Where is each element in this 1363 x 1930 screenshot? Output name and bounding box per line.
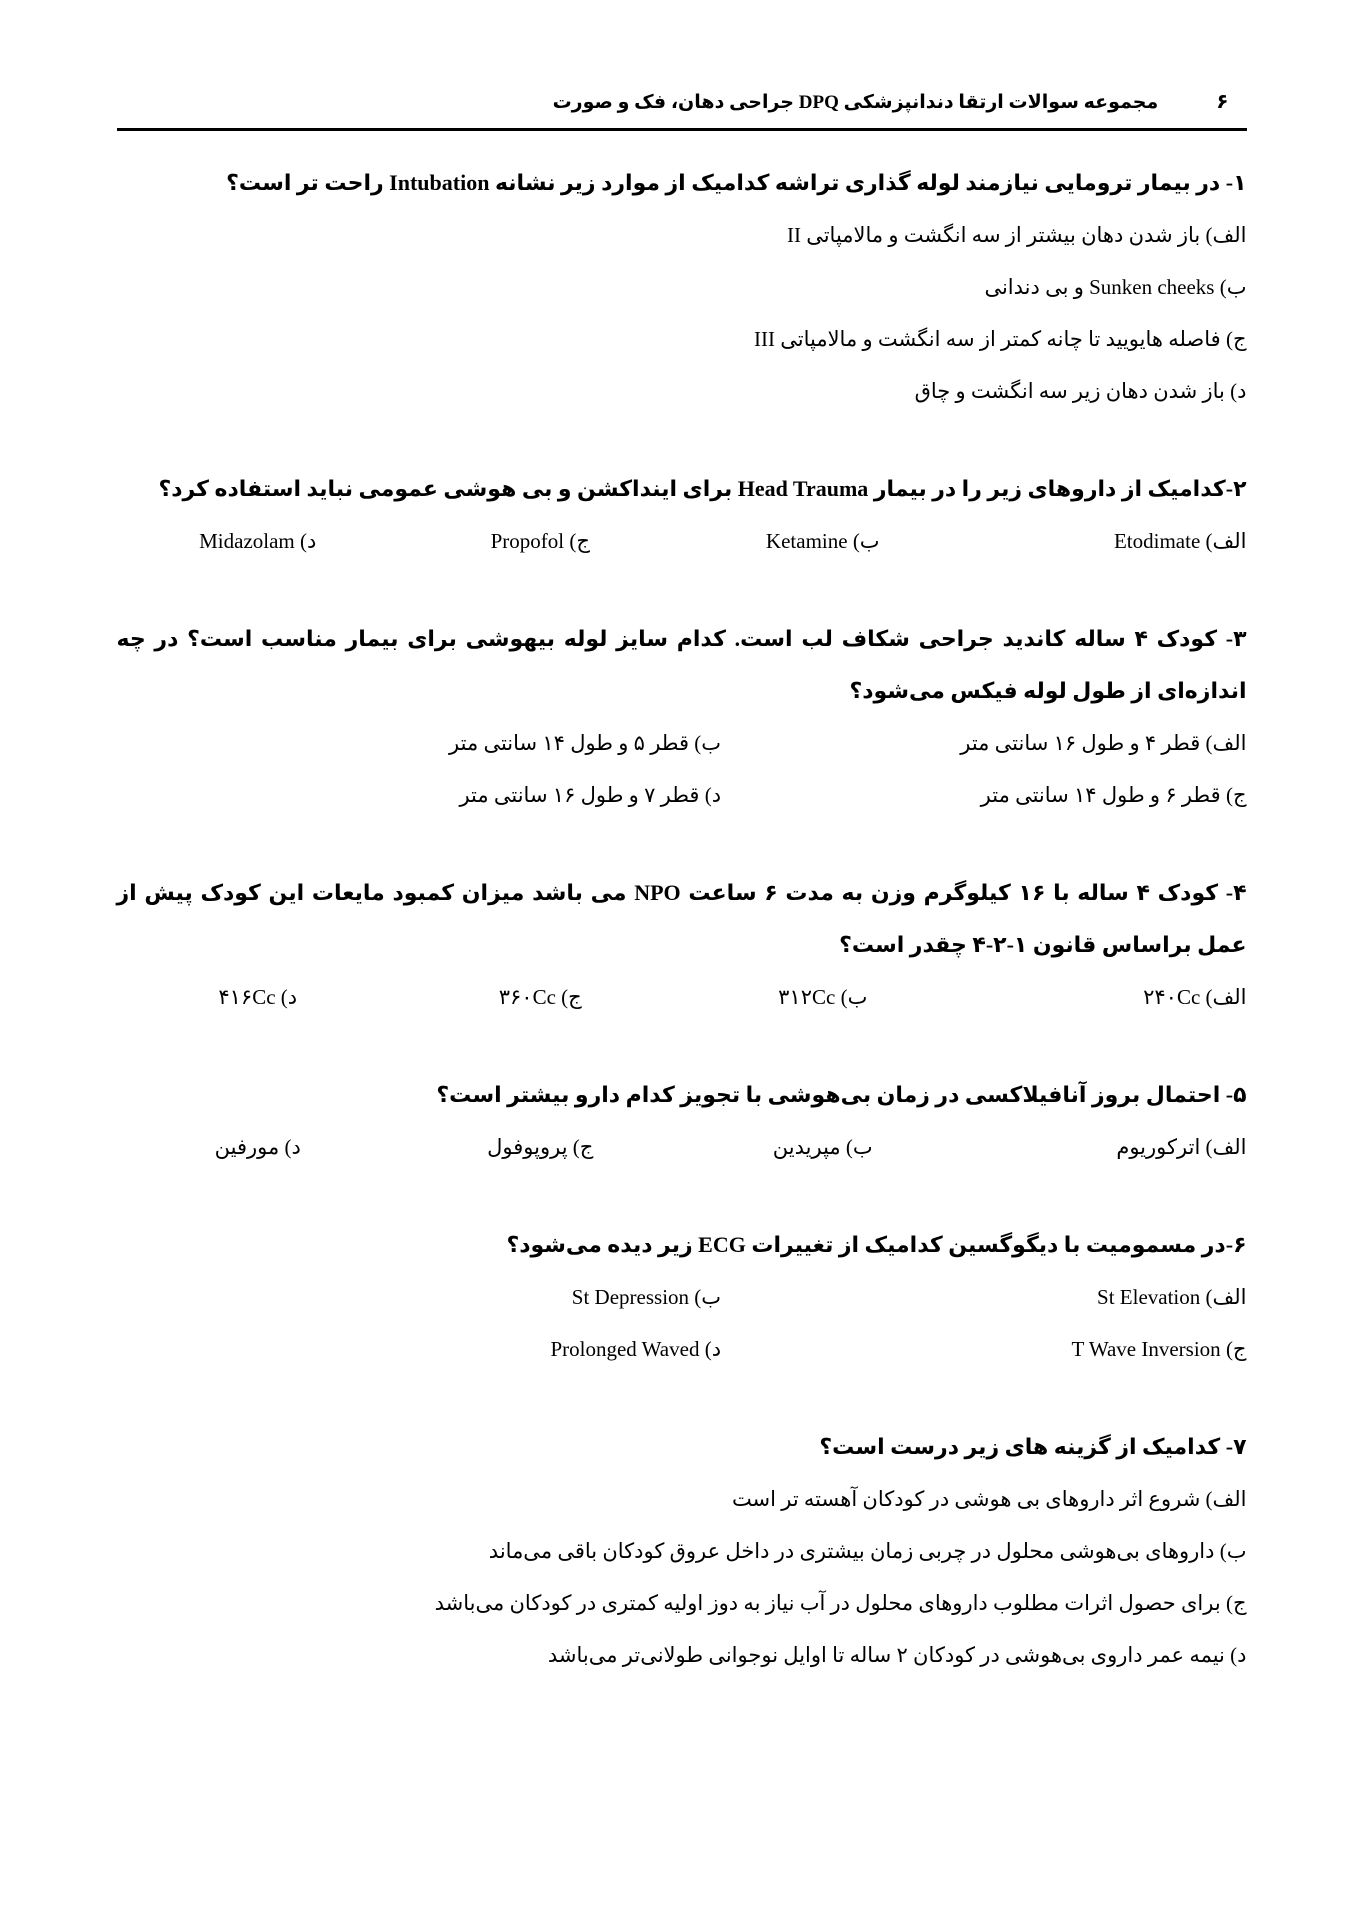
option-a: الف) ۲۴۰Cc — [1143, 985, 1247, 1009]
question-2 — [117, 463, 1247, 567]
question-stem: ۷- کدامیک از گزینه های زیر درست است؟ — [819, 1434, 1247, 1459]
option-b: ب) St Depression — [571, 1285, 722, 1309]
page-content — [117, 0, 1247, 1681]
option-b: ب) Sunken cheeks و بی دندانی — [984, 275, 1247, 299]
options-group — [117, 971, 1247, 1023]
page-number: ۶ — [1216, 91, 1229, 113]
option-d: د) ۴۱۶Cc — [218, 985, 298, 1009]
option-a: الف) قطر ۴ و طول ۱۶ سانتی متر — [960, 731, 1247, 755]
question-7 — [117, 1421, 1247, 1681]
questions-list — [117, 131, 1247, 1681]
option-b: ب) مپریدین — [772, 1135, 873, 1159]
question-stem: ۵- احتمال بروز آنافیلاکسی در زمان بی‌هوشی با تجویز کدام دارو بیشتر است؟ — [436, 1082, 1247, 1107]
option-a: الف) شروع اثر داروهای بی هوشی در کودکان آهسته تر است — [731, 1487, 1247, 1511]
option-c: ج) T Wave Inversion — [1071, 1337, 1247, 1361]
options-group — [117, 1271, 1247, 1375]
options-group — [117, 515, 1247, 567]
question-1 — [117, 157, 1247, 417]
question-stem: ۳- کودک ۴ ساله کاندید جراحی شکاف لب است. کدام سایز لوله بیهوشی برای بیمار مناسب است؟ در چه اندازه‌ای از طول لوله فیکس می‌شود؟ — [116, 626, 1247, 703]
question-6 — [117, 1219, 1247, 1375]
question-stem: ۱- در بیمار ترومایی نیازمند لوله گذاری تراشه کدامیک از موارد زیر نشانه Intubation راحت تر است؟ — [226, 170, 1247, 195]
option-a: الف) St Elevation — [1097, 1285, 1247, 1309]
question-stem: ۲-کدامیک از داروهای زیر را در بیمار Head Trauma برای اینداکشن و بی هوشی عمومی نباید استفاده کرد؟ — [158, 476, 1247, 501]
question-5 — [117, 1069, 1247, 1173]
question-stem: ۴- کودک ۴ ساله با ۱۶ کیلوگرم وزن به مدت ۶ ساعت NPO می باشد میزان کمبود مایعات این کودک پیش از عمل براساس قانون ۱-۲-۴ چقدر است؟ — [116, 880, 1247, 957]
option-b: ب) داروهای بی‌هوشی محلول در چربی زمان بیشتری در داخل عروق کودکان باقی می‌ماند — [488, 1539, 1247, 1563]
option-c: ج) پروپوفول — [487, 1135, 594, 1159]
option-c: ج) ۳۶۰Cc — [498, 985, 582, 1009]
option-d: د) Midazolam — [199, 529, 317, 553]
question-stem: ۶-در مسمومیت با دیگوگسین کدامیک از تغییرات ECG زیر دیده می‌شود؟ — [506, 1232, 1247, 1257]
option-a: الف) اترکوریوم — [1116, 1135, 1247, 1159]
header-title: مجموعه سوالات ارتقا دندانپزشکی DPQ جراحی دهان، فک و صورت — [552, 92, 1159, 113]
option-b: ب) قطر ۵ و طول ۱۴ سانتی متر — [449, 731, 722, 755]
question-3 — [117, 613, 1247, 821]
options-group — [117, 209, 1247, 417]
option-d: د) باز شدن دهان زیر سه انگشت و چاق — [914, 379, 1247, 403]
page-header — [117, 90, 1247, 131]
options-group — [117, 1473, 1247, 1681]
option-b: ب) ۳۱۲Cc — [778, 985, 868, 1009]
option-c: ج) Propofol — [490, 529, 590, 553]
question-4 — [117, 867, 1247, 1023]
option-c: ج) برای حصول اثرات مطلوب داروهای محلول در آب نیاز به دوز اولیه کمتری در کودکان می‌باشد — [434, 1591, 1247, 1615]
options-group — [117, 1121, 1247, 1173]
options-group — [117, 717, 1247, 821]
header-row — [117, 90, 1247, 115]
option-c: ج) فاصله هایویید تا چانه کمتر از سه انگشت و مالامپاتی III — [754, 327, 1247, 351]
option-c: ج) قطر ۶ و طول ۱۴ سانتی متر — [980, 783, 1247, 807]
option-b: ب) Ketamine — [765, 529, 880, 553]
option-d: د) Prolonged Waved — [550, 1337, 722, 1361]
option-a: الف) Etodimate — [1113, 529, 1247, 553]
option-d: د) مورفین — [214, 1135, 301, 1159]
option-d: د) قطر ۷ و طول ۱۶ سانتی متر — [459, 783, 722, 807]
option-d: د) نیمه عمر داروی بی‌هوشی در کودکان ۲ ساله تا اوایل نوجوانی طولانی‌تر می‌باشد — [547, 1643, 1247, 1667]
option-a: الف) باز شدن دهان بیشتر از سه انگشت و مالامپاتی II — [786, 223, 1247, 247]
